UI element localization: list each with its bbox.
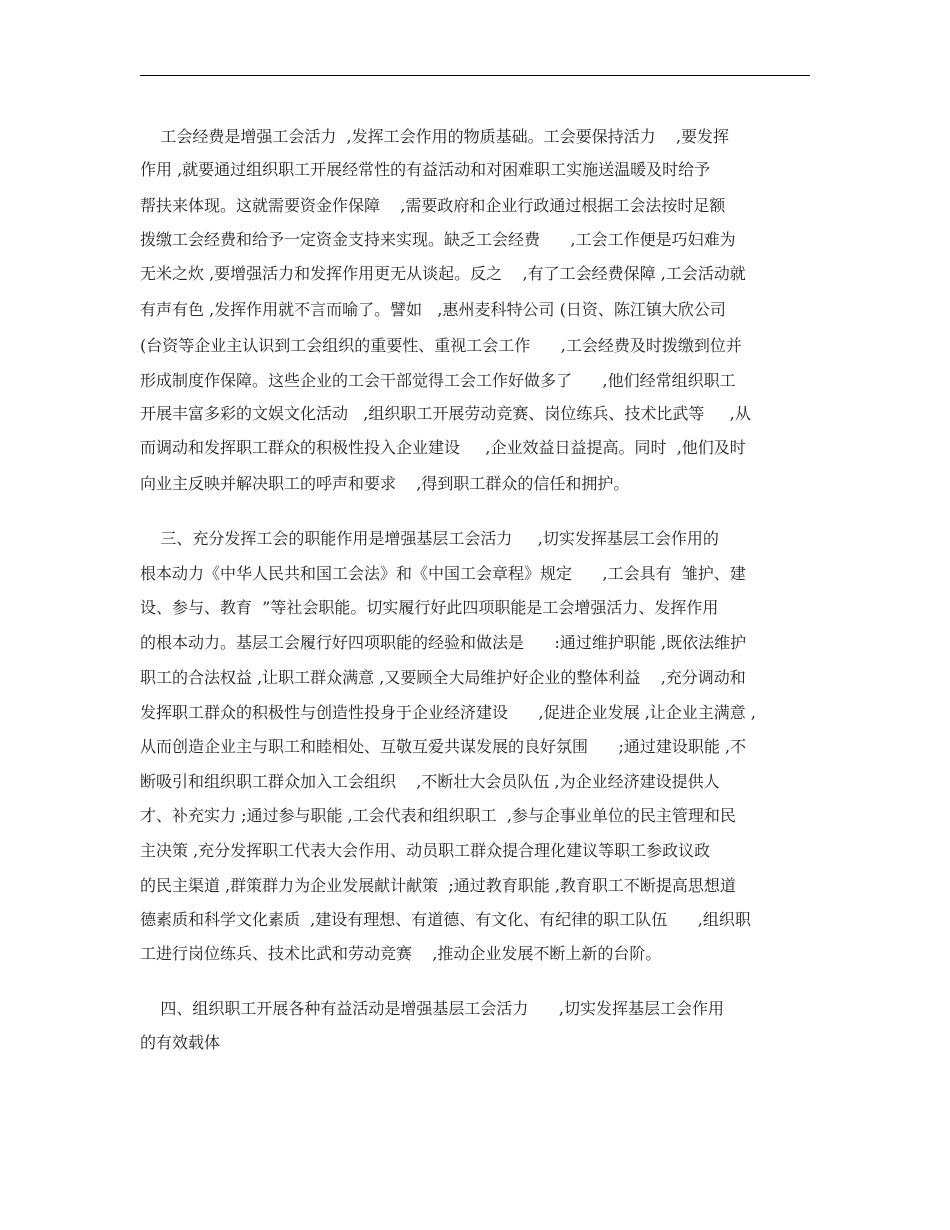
paragraph-1-line-8: 形成制度作保障。这些企业的工会干部觉得工会工作好做多了 ,他们经常组织职工	[140, 371, 736, 390]
paragraph-2-line-8: 断吸引和组织职工群众加入工会组织 ,不断壮大会员队伍 ,为企业经济建设提供人	[140, 772, 720, 791]
paragraph-3-line-1: 四、组织职工开展各种有益活动是增强基层工会活力 ,切实发挥基层工会作用	[140, 999, 724, 1018]
paragraph-2-line-12: 德素质和科学文化素质 ,建设有理想、有道德、有文化、有纪律的职工队伍 ,组织职	[140, 910, 751, 929]
paragraph-2-line-3: 设、参与、教育 ”等社会职能。切实履行好此四项职能是工会增强活力、发挥作用	[140, 598, 719, 617]
header-rule	[140, 75, 810, 76]
paragraph-2-line-10: 主决策 ,充分发挥职工代表大会作用、动员职工群众提合理化建议等职工参政议政	[140, 841, 711, 860]
paragraph-1-line-5: 无米之炊 ,要增强活力和发挥作用更无从谈起。反之 ,有了工会经费保障 ,工会活动就	[140, 264, 746, 283]
paragraph-1-line-3: 帮扶来体现。这就需要资金作保障 ,需要政府和企业行政通过根据工会法按时足额	[140, 196, 726, 215]
paragraph-1-line-1: 工会经费是增强工会活力 ,发挥工会作用的物质基础。工会要保持活力 ,要发挥	[140, 127, 730, 146]
paragraph-1-line-10: 而调动和发挥职工群众的积极性投入企业建设 ,企业效益日益提高。同时 ,他们及时	[140, 438, 746, 457]
paragraph-3-line-2: 的有效载体	[140, 1033, 221, 1052]
paragraph-1-line-9: 开展丰富多彩的文娱文化活动 ,组织职工开展劳动竞赛、岗位练兵、技术比武等 ,从	[140, 404, 751, 423]
paragraph-1-line-6: 有声有色 ,发挥作用就不言而喻了。譬如 ,惠州麦科特公司 (日资、陈江镇大欣公司	[140, 300, 726, 319]
paragraph-1-line-2: 作用 ,就要通过组织职工开展经常性的有益活动和对困难职工实施送温暖及时给予	[140, 160, 711, 179]
paragraph-1-line-11: 向业主反映并解决职工的呼声和要求 ,得到职工群众的信任和拥护。	[140, 474, 630, 493]
paragraph-1-line-7: (台资等企业主认识到工会组织的重要性、重视工会工作 ,工会经费及时拨缴到位并	[140, 336, 742, 355]
paragraph-2-line-6: 发挥职工群众的积极性与创造性投身于企业经济建设 ,促进企业发展 ,让企业主满意 ,	[140, 703, 756, 722]
paragraph-2-line-7: 从而创造企业主与职工和睦相处、互敬互爱共谋发展的良好氛围 ;通过建设职能 ,不	[140, 737, 747, 756]
paragraph-2-line-9: 才、补充实力 ;通过参与职能 ,工会代表和组织职工 ,参与企事业单位的民主管理和民	[140, 806, 736, 825]
paragraph-2-line-4: 的根本动力。基层工会履行好四项职能的经验和做法是 :通过维护职能 ,既依法维护	[140, 633, 747, 652]
paragraph-2-line-2: 根本动力《中华人民共和国工会法》和《中国工会章程》规定 ,工会具有 雏护、建	[140, 564, 746, 583]
paragraph-2-line-13: 工进行岗位练兵、技术比武和劳动竞赛 ,推动企业发展不断上新的台阶。	[140, 944, 662, 963]
paragraph-1-line-4: 拨缴工会经费和给予一定资金支持来实现。缺乏工会经费 ,工会工作便是巧妇难为	[140, 230, 736, 249]
paragraph-2-line-5: 职工的合法权益 ,让职工群众满意 ,又要顾全大局维护好企业的整体利益 ,充分调动和	[140, 668, 746, 687]
paragraph-2-line-1: 三、充分发挥工会的职能作用是增强基层工会活力 ,切实发挥基层工会作用的	[140, 529, 719, 548]
paragraph-2-line-11: 的民主渠道 ,群策群力为企业发展献计献策 ;通过教育职能 ,教育职工不断提高思想道	[140, 876, 736, 895]
